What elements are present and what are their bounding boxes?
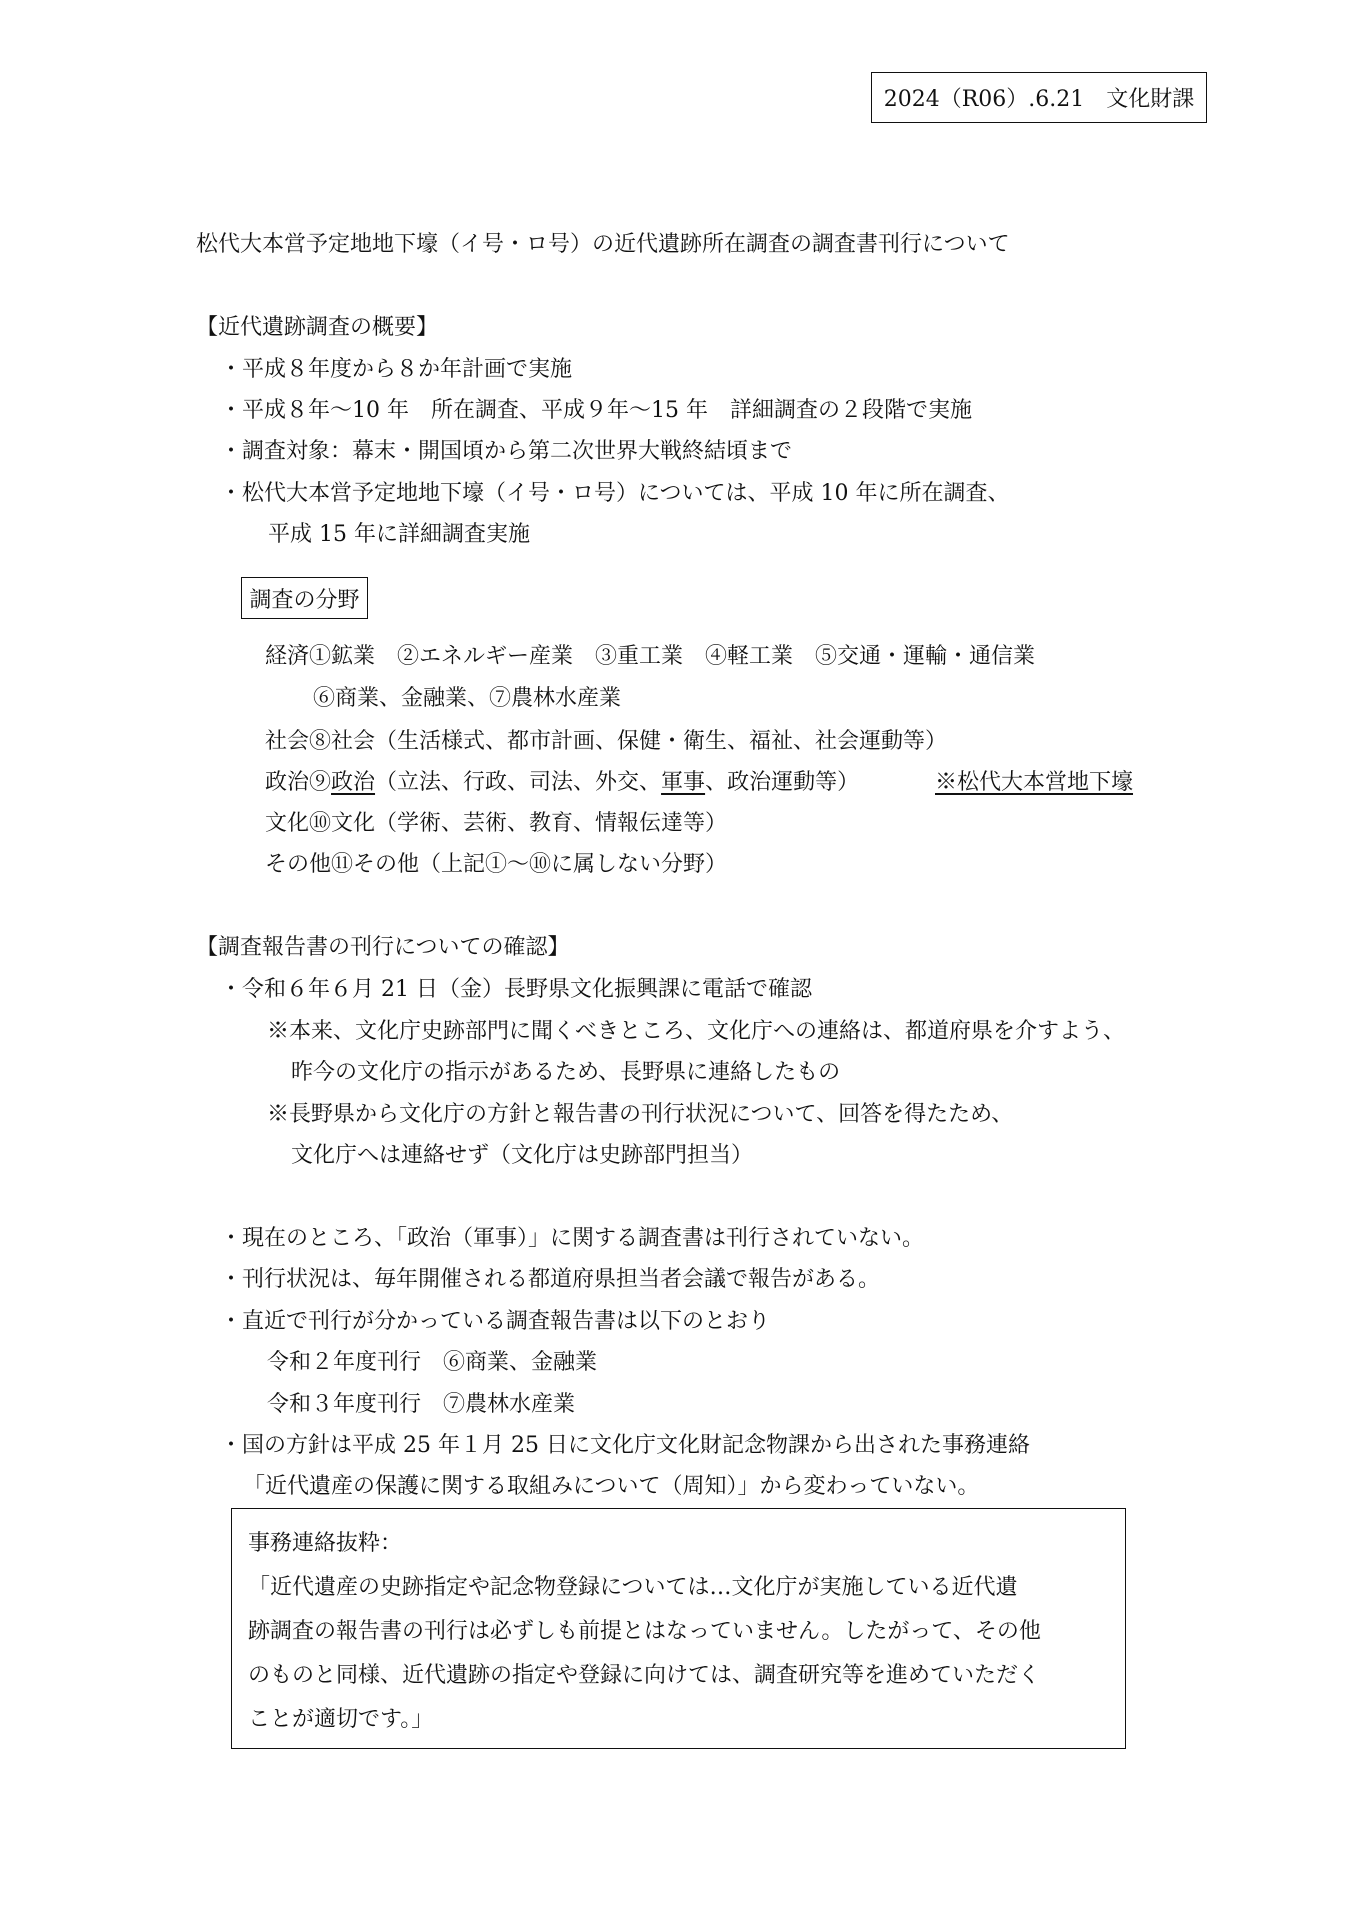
field-culture: 文化⑩文化（学術、芸術、教育、情報伝達等） bbox=[265, 811, 728, 836]
confirmation-note-2-line-2: 文化庁へは連絡せず（文化庁は史跡部門担当） bbox=[291, 1143, 754, 1168]
publication-1: 令和２年度刊行 ⑥商業、金融業 bbox=[267, 1350, 598, 1375]
survey-fields-label: 調査の分野 bbox=[249, 587, 360, 613]
field-politics-prefix: 政治⑨ bbox=[265, 770, 332, 795]
policy-line-1: ・国の方針は平成 25 年１月 25 日に文化庁文化財記念物課から出された事務連絡 bbox=[220, 1433, 1030, 1458]
notice-excerpt-box bbox=[231, 1508, 1126, 1749]
status-line-1: ・現在のところ、「政治（軍事）」に関する調査書は刊行されていない。 bbox=[220, 1226, 925, 1251]
field-politics bbox=[265, 772, 859, 794]
field-politics-suffix: 、政治運動等） bbox=[705, 770, 860, 795]
overview-bullet-4: ・松代大本営予定地地下壕（イ号・ロ号）については、平成 10 年に所在調査、 bbox=[220, 481, 1010, 506]
confirmation-note-1-line-1: ※本来、文化庁史跡部門に聞くべきところ、文化庁への連絡は、都道府県を介すよう、 bbox=[267, 1019, 1126, 1044]
overview-heading: 【近代遺跡調査の概要】 bbox=[196, 315, 439, 340]
field-politics-underlined: 政治 bbox=[331, 770, 376, 795]
overview-bullet-1: ・平成８年度から８か年計画で実施 bbox=[220, 357, 573, 382]
status-line-2: ・刊行状況は、毎年開催される都道府県担当者会議で報告がある。 bbox=[220, 1267, 881, 1292]
document-title: 松代大本営予定地地下壕（イ号・ロ号）の近代遺跡所在調査の調査書刊行について bbox=[196, 232, 1010, 257]
excerpt-line-4: ことが適切です。」 bbox=[248, 1707, 434, 1732]
confirmation-call: ・令和６年６月 21 日（金）長野県文化振興課に電話で確認 bbox=[220, 977, 812, 1002]
status-line-3: ・直近で刊行が分かっている調査報告書は以下のとおり bbox=[220, 1309, 771, 1334]
excerpt-line-3: のものと同様、近代遺跡の指定や登録に向けては、調査研究等を進めていただく bbox=[248, 1663, 1041, 1688]
policy-line-2: 「近代遺産の保護に関する取組みについて（周知）」から変わっていない。 bbox=[243, 1474, 980, 1499]
excerpt-heading: 事務連絡抜粋： bbox=[248, 1531, 403, 1556]
survey-fields-box bbox=[241, 577, 368, 619]
confirmation-note-1-line-2: 昨今の文化庁の指示があるため、長野県に連絡したもの bbox=[291, 1060, 841, 1085]
field-military-underlined: 軍事 bbox=[661, 770, 706, 795]
overview-bullet-2: ・平成８年～10 年 所在調査、平成９年～15 年 詳細調査の２段階で実施 bbox=[220, 398, 972, 423]
overview-bullet-3: ・調査対象：幕末・開国頃から第二次世界大戦終結頃まで bbox=[220, 439, 793, 464]
overview-bullet-4-continued: 平成 15 年に詳細調査実施 bbox=[268, 522, 530, 547]
field-economy-line-2: ⑥商業、金融業、⑦農林水産業 bbox=[313, 686, 622, 711]
field-politics-middle: （立法、行政、司法、外交、 bbox=[375, 770, 662, 795]
field-economy-line-1: 経済①鉱業 ②エネルギー産業 ③重工業 ④軽工業 ⑤交通・運輸・通信業 bbox=[265, 644, 1036, 669]
field-other: その他⑪その他（上記①～⑩に属しない分野） bbox=[265, 852, 728, 877]
field-politics-note: ※松代大本営地下壕 bbox=[935, 770, 1134, 795]
excerpt-line-1: 「近代遺産の史跡指定や記念物登録については…文化庁が実施している近代遺 bbox=[248, 1575, 1018, 1600]
confirmation-note-2-line-1: ※長野県から文化庁の方針と報告書の刊行状況について、回答を得たため、 bbox=[267, 1102, 1014, 1127]
publication-2: 令和３年度刊行 ⑦農林水産業 bbox=[267, 1392, 576, 1417]
excerpt-line-2: 跡調査の報告書の刊行は必ずしも前提とはなっていません。したがって、その他 bbox=[248, 1619, 1041, 1644]
date-department-box bbox=[871, 72, 1207, 123]
field-society: 社会⑧社会（生活様式、都市計画、保健・衛生、福祉、社会運動等） bbox=[265, 729, 948, 754]
confirmation-heading: 【調査報告書の刊行についての確認】 bbox=[196, 935, 570, 960]
date-department-text: 2024（R06）.6.21 文化財課 bbox=[883, 87, 1195, 112]
